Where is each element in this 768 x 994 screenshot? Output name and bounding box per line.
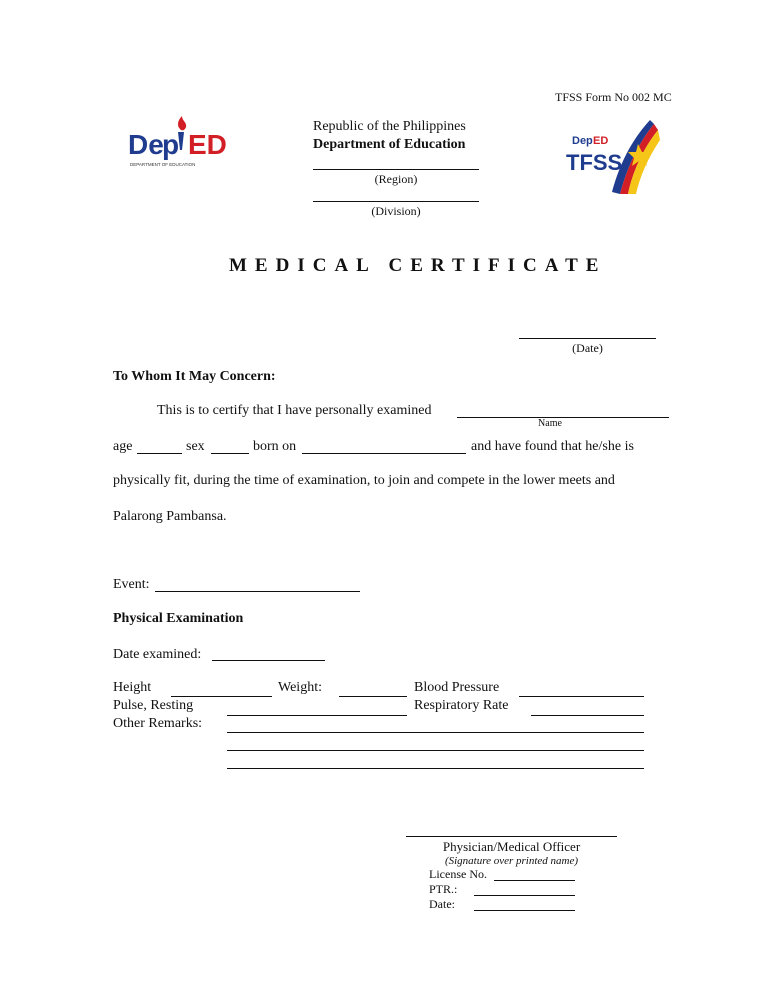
weight-label: Weight: — [278, 680, 322, 695]
deped-logo — [126, 116, 248, 172]
respiratory-line[interactable] — [531, 715, 644, 716]
signature-line[interactable] — [406, 836, 617, 837]
pulse-line[interactable] — [227, 715, 407, 716]
region-label: (Region) — [374, 172, 418, 186]
remarks-line-2[interactable] — [227, 750, 644, 751]
deped-logo-sub: DEPARTMENT OF EDUCATION — [130, 162, 196, 167]
body-line1: This is to certify that I have personally examined — [157, 403, 432, 418]
svg-text:p: p — [162, 129, 180, 160]
svg-text:TFSS: TFSS — [566, 150, 623, 175]
svg-text:ED: ED — [188, 129, 227, 160]
svg-text:De: De — [128, 129, 164, 160]
license-line[interactable] — [494, 880, 575, 881]
region-line — [313, 169, 479, 170]
exam-heading: Physical Examination — [113, 611, 244, 626]
physician-title: Physician/Medical Officer — [442, 839, 581, 854]
event-line[interactable] — [155, 591, 360, 592]
sig-date-line[interactable] — [474, 910, 575, 911]
weight-line[interactable] — [339, 696, 407, 697]
born-on-line[interactable] — [302, 453, 466, 454]
deped-logo-graphic — [126, 116, 248, 172]
found-text: and have found that he/she is — [471, 439, 634, 454]
event-label: Event: — [113, 577, 150, 592]
certificate-title: MEDICAL CERTIFICATE — [229, 255, 607, 276]
salutation: To Whom It May Concern: — [113, 369, 276, 384]
signature-note: (Signature over printed name) — [444, 855, 579, 867]
blood-pressure-label: Blood Pressure — [414, 680, 500, 695]
license-label: License No. — [429, 867, 487, 881]
respiratory-label: Respiratory Rate — [414, 698, 509, 713]
height-line[interactable] — [171, 696, 272, 697]
tfss-logo-graphic — [562, 114, 662, 196]
remarks-label: Other Remarks: — [113, 716, 203, 731]
ptr-label: PTR.: — [429, 882, 458, 896]
name-label: Name — [538, 418, 562, 429]
age-label: age — [113, 439, 133, 454]
born-on-label: born on — [253, 439, 297, 454]
republic-text: Republic of the Philippines — [313, 119, 466, 134]
tfss-logo — [562, 114, 662, 196]
pulse-label: Pulse, Resting — [113, 698, 194, 713]
date-examined-line[interactable] — [212, 660, 325, 661]
sex-label: sex — [186, 439, 205, 454]
sig-date-label: Date: — [429, 897, 455, 911]
date-examined-label: Date examined: — [113, 647, 202, 662]
body-line3: physically fit, during the time of examination, to join and compete in the lower meets and — [113, 473, 615, 488]
remarks-line-3[interactable] — [227, 768, 644, 769]
date-label: (Date) — [572, 341, 603, 355]
date-line[interactable] — [519, 338, 656, 339]
division-line — [313, 201, 479, 202]
ptr-line[interactable] — [474, 895, 575, 896]
svg-text:Dep: Dep — [572, 135, 593, 147]
remarks-line-1[interactable] — [227, 732, 644, 733]
svg-text:ED: ED — [593, 135, 609, 147]
sex-line[interactable] — [211, 453, 249, 454]
department-text: Department of Education — [313, 137, 466, 152]
division-label: (Division) — [371, 204, 421, 218]
form-number: TFSS Form No 002 MC — [555, 90, 672, 104]
blood-pressure-line[interactable] — [519, 696, 644, 697]
body-line4: Palarong Pambansa. — [113, 509, 227, 524]
height-label: Height — [113, 680, 152, 695]
age-line[interactable] — [137, 453, 182, 454]
